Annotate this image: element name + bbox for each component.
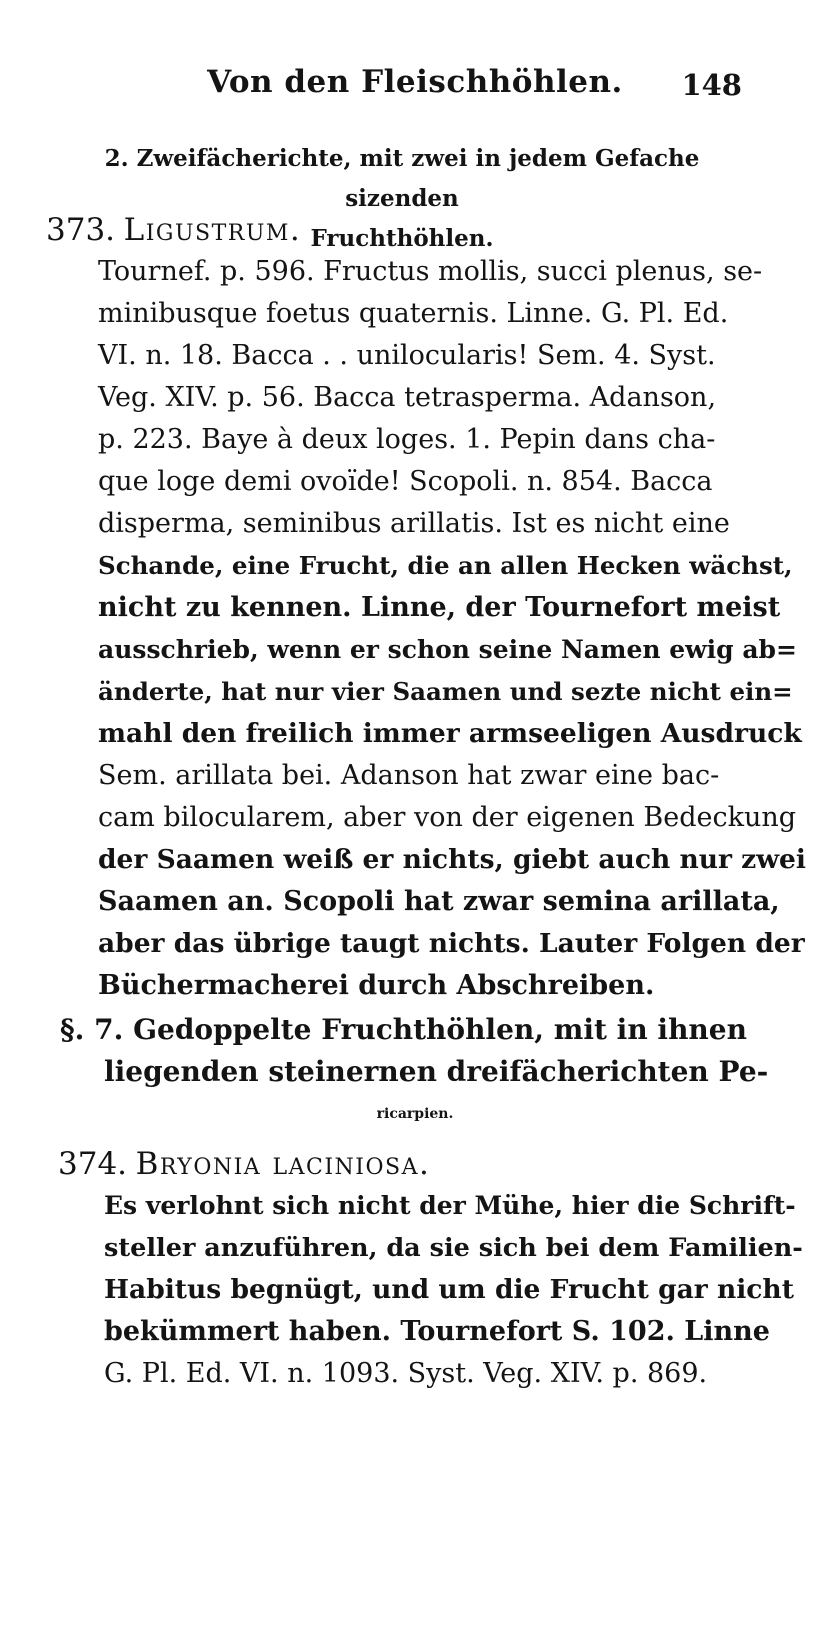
entry-heading: [58, 1144, 430, 1186]
running-title: Von den Fleischhöhlen.: [207, 64, 623, 100]
text-line: der Saamen weiß er nichts, giebt auch nur zwei: [98, 844, 806, 875]
text-line: VI. n. 18. Bacca . . unilocularis! Sem. 4. Syst.: [98, 340, 716, 371]
section-heading: [60, 1010, 747, 1050]
text-line: änderte, hat nur vier Saamen und sezte nicht ein=: [98, 677, 793, 706]
text-line: aber das übrige taugt nichts. Lauter Folgen der: [98, 928, 805, 959]
genus-name: Bryonia laciniosa.: [135, 1146, 431, 1182]
entry-number: 373.: [46, 212, 116, 248]
text-line: steller anzuführen, da sie sich bei dem Familien-: [104, 1233, 803, 1263]
text-line: Saamen an. Scopoli hat zwar semina arillata,: [98, 886, 780, 917]
text-line: nicht zu kennen. Linne, der Tournefort meist: [98, 592, 781, 623]
text-line: Schande, eine Frucht, die an allen Hecken wächst,: [98, 551, 793, 580]
text-line: Sem. arillata bei. Adanson hat zwar eine bac-: [98, 760, 720, 791]
text-line: ausschrieb, wenn er schon seine Namen ewig ab=: [98, 635, 797, 664]
entry-number: 374.: [58, 1146, 128, 1182]
text-line: Es verlohnt sich nicht der Mühe, hier die Schrift-: [104, 1191, 796, 1220]
entry-heading: [46, 210, 301, 252]
genus-name: Ligustrum.: [123, 212, 302, 248]
text-line: minibusque foetus quaternis. Linne. G. Pl. Ed.: [98, 298, 729, 329]
text-line: bekümmert haben. Tournefort S. 102. Linne: [104, 1316, 770, 1347]
text-line: Habitus begnügt, und um die Frucht gar nicht: [104, 1274, 794, 1305]
text-line: p. 223. Baye à deux loges. 1. Pepin dans cha-: [98, 424, 716, 455]
subheading-line: Fruchthöhlen.: [310, 225, 494, 252]
text-line: cam bilocularem, aber von der eigenen Bedeckung: [98, 802, 797, 833]
text-line: Büchermacherei durch Abschreiben.: [98, 970, 655, 1001]
section-heading-line: ricarpien.: [376, 1106, 454, 1122]
subheading-line: 2. Zweifächerichte, mit zwei in jedem Gefache sizenden: [104, 145, 700, 212]
text-line: Veg. XIV. p. 56. Bacca tetrasperma. Adanson,: [98, 382, 717, 413]
text-line: G. Pl. Ed. VI. n. 1093. Syst. Veg. XIV. p. 869.: [104, 1358, 708, 1389]
page-number: 148: [681, 68, 742, 102]
text-line: Tournef. p. 596. Fructus mollis, succi plenus, se-: [98, 256, 763, 287]
section-number: §. 7.: [60, 1013, 124, 1046]
section-heading-line: Gedoppelte Fruchthöhlen, mit in ihnen: [133, 1013, 747, 1046]
section-heading-line: liegenden steinernen dreifächerichten Pe-: [104, 1055, 769, 1088]
text-line: disperma, seminibus arillatis. Ist es nicht eine: [98, 508, 730, 539]
text-line: mahl den freilich immer armseeligen Ausdruck: [98, 718, 802, 749]
text-line: que loge demi ovoïde! Scopoli. n. 854. Bacca: [98, 466, 713, 497]
